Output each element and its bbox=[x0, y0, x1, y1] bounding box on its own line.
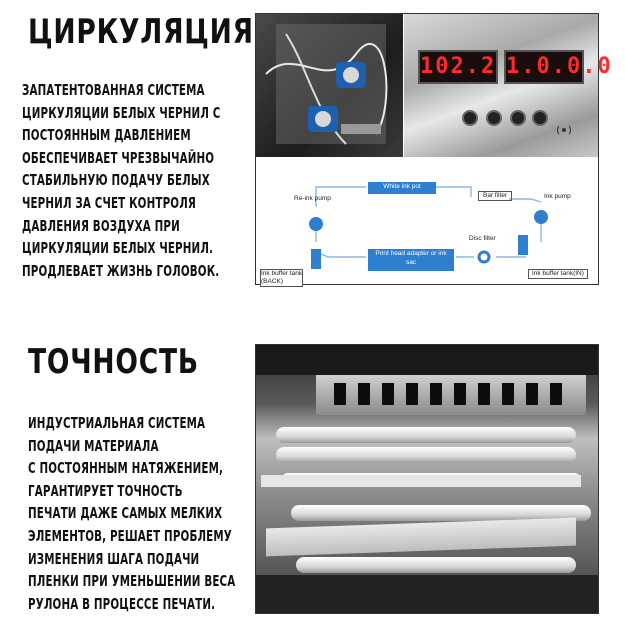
film-media bbox=[266, 518, 576, 557]
print-head-clamp bbox=[478, 383, 490, 405]
description-line: ЦИРКУЛЯЦИИ БЕЛЫХ ЧЕРНИЛ. bbox=[22, 239, 214, 258]
disc-filter-box bbox=[518, 235, 528, 255]
control-knob bbox=[462, 110, 478, 126]
description-line: ПОДАЧИ МАТЕРИАЛА bbox=[28, 436, 159, 455]
description-line: ПОСТОЯННЫМ ДАВЛЕНИЕМ bbox=[22, 126, 191, 145]
circulation-description bbox=[22, 79, 290, 282]
description-line: ГАРАНТИРУЕТ ТОЧНОСТЬ bbox=[28, 481, 183, 500]
film-media bbox=[261, 475, 581, 487]
description-line: ПРОДЛЕВАЕТ ЖИЗНЬ ГОЛОВОК. bbox=[22, 261, 220, 280]
description-line: ИНДУСТРИАЛЬНАЯ СИСТЕМА bbox=[28, 414, 206, 432]
print-head-clamp bbox=[358, 383, 370, 405]
print-head-clamp bbox=[454, 383, 466, 405]
ink-buffer-tank-in-label: Ink buffer tank(IN) bbox=[528, 269, 588, 279]
printer-frame-top bbox=[256, 345, 598, 375]
print-head-clamp bbox=[502, 383, 514, 405]
print-head-clamp bbox=[526, 383, 538, 405]
wireless-icon bbox=[554, 124, 574, 136]
ink-buffer-tank-back-label: Ink buffer tank (BACK) bbox=[261, 270, 303, 285]
description-line: РУЛОНА В ПРОЦЕССЕ ПЕЧАТИ. bbox=[28, 594, 216, 613]
print-head-adapter-box: Print head adapter or ink sac bbox=[368, 249, 454, 271]
carriage-rail bbox=[316, 375, 586, 415]
description-line: ОБЕСПЕЧИВАЕТ ЧРЕЗВЫЧАЙНО bbox=[22, 148, 215, 167]
ink-pump-photo bbox=[256, 14, 403, 157]
disc-filter-label: Disc filter bbox=[469, 235, 496, 242]
description-line: ЦИРКУЛЯЦИИ БЕЛЫХ ЧЕРНИЛ С bbox=[22, 103, 221, 122]
print-head-clamp bbox=[382, 383, 394, 405]
reink-pump-label: Re-ink pump bbox=[294, 195, 331, 202]
description-line: ЭЛЕМЕНТОВ, РЕШАЕТ ПРОБЛЕМУ bbox=[28, 526, 232, 545]
description-line: ПЕЧАТИ ДАЖЕ САМЫХ МЕЛКИХ bbox=[28, 504, 223, 523]
description-line: ЗАПАТЕНТОВАННАЯ СИСТЕМА bbox=[22, 81, 205, 99]
printer-frame-bottom bbox=[256, 575, 598, 613]
description-line: ДАВЛЕНИЯ ВОЗДУХА ПРИ bbox=[22, 216, 180, 235]
print-head-clamp bbox=[406, 383, 418, 405]
print-head-clamp bbox=[334, 383, 346, 405]
white-ink-pot-box: White ink pot bbox=[368, 182, 436, 194]
circulation-system-image bbox=[255, 13, 613, 285]
pressure-display-left: 102.2 bbox=[418, 50, 498, 84]
section-title-precision: ТОЧНОСТЬ bbox=[28, 342, 199, 382]
description-line: ПЛЕНКИ ПРИ УМЕНЬШЕНИИ ВЕСА bbox=[28, 572, 236, 591]
pump-illustration bbox=[256, 14, 403, 157]
section-title-circulation: ЦИРКУЛЯЦИЯ bbox=[28, 12, 254, 52]
control-knob bbox=[510, 110, 526, 126]
media-feed-system-photo bbox=[255, 344, 599, 614]
description-line: СТАБИЛЬНУЮ ПОДАЧУ БЕЛЫХ bbox=[22, 171, 210, 190]
description-line: ЧЕРНИЛ ЗА СЧЕТ КОНТРОЛЯ bbox=[22, 193, 197, 212]
print-head-clamp bbox=[430, 383, 442, 405]
feed-roller bbox=[276, 427, 576, 443]
buffer-tank-back-box bbox=[311, 249, 321, 269]
feed-roller bbox=[276, 447, 576, 463]
bar-filter-label: Bar filter bbox=[478, 191, 512, 201]
pressure-display-right: 1.0.0.0 bbox=[504, 50, 584, 84]
control-knob bbox=[486, 110, 502, 126]
take-up-roller bbox=[296, 557, 576, 573]
control-knob bbox=[532, 110, 548, 126]
control-panel-photo bbox=[404, 14, 613, 157]
print-head-clamp bbox=[550, 383, 562, 405]
ink-pump-label: Ink pump bbox=[544, 193, 571, 200]
ink-circulation-diagram bbox=[256, 157, 598, 284]
description-line: С ПОСТОЯННЫМ НАТЯЖЕНИЕМ, bbox=[28, 459, 224, 478]
description-line: ИЗМЕНЕНИЯ ШАГА ПОДАЧИ bbox=[28, 549, 200, 568]
